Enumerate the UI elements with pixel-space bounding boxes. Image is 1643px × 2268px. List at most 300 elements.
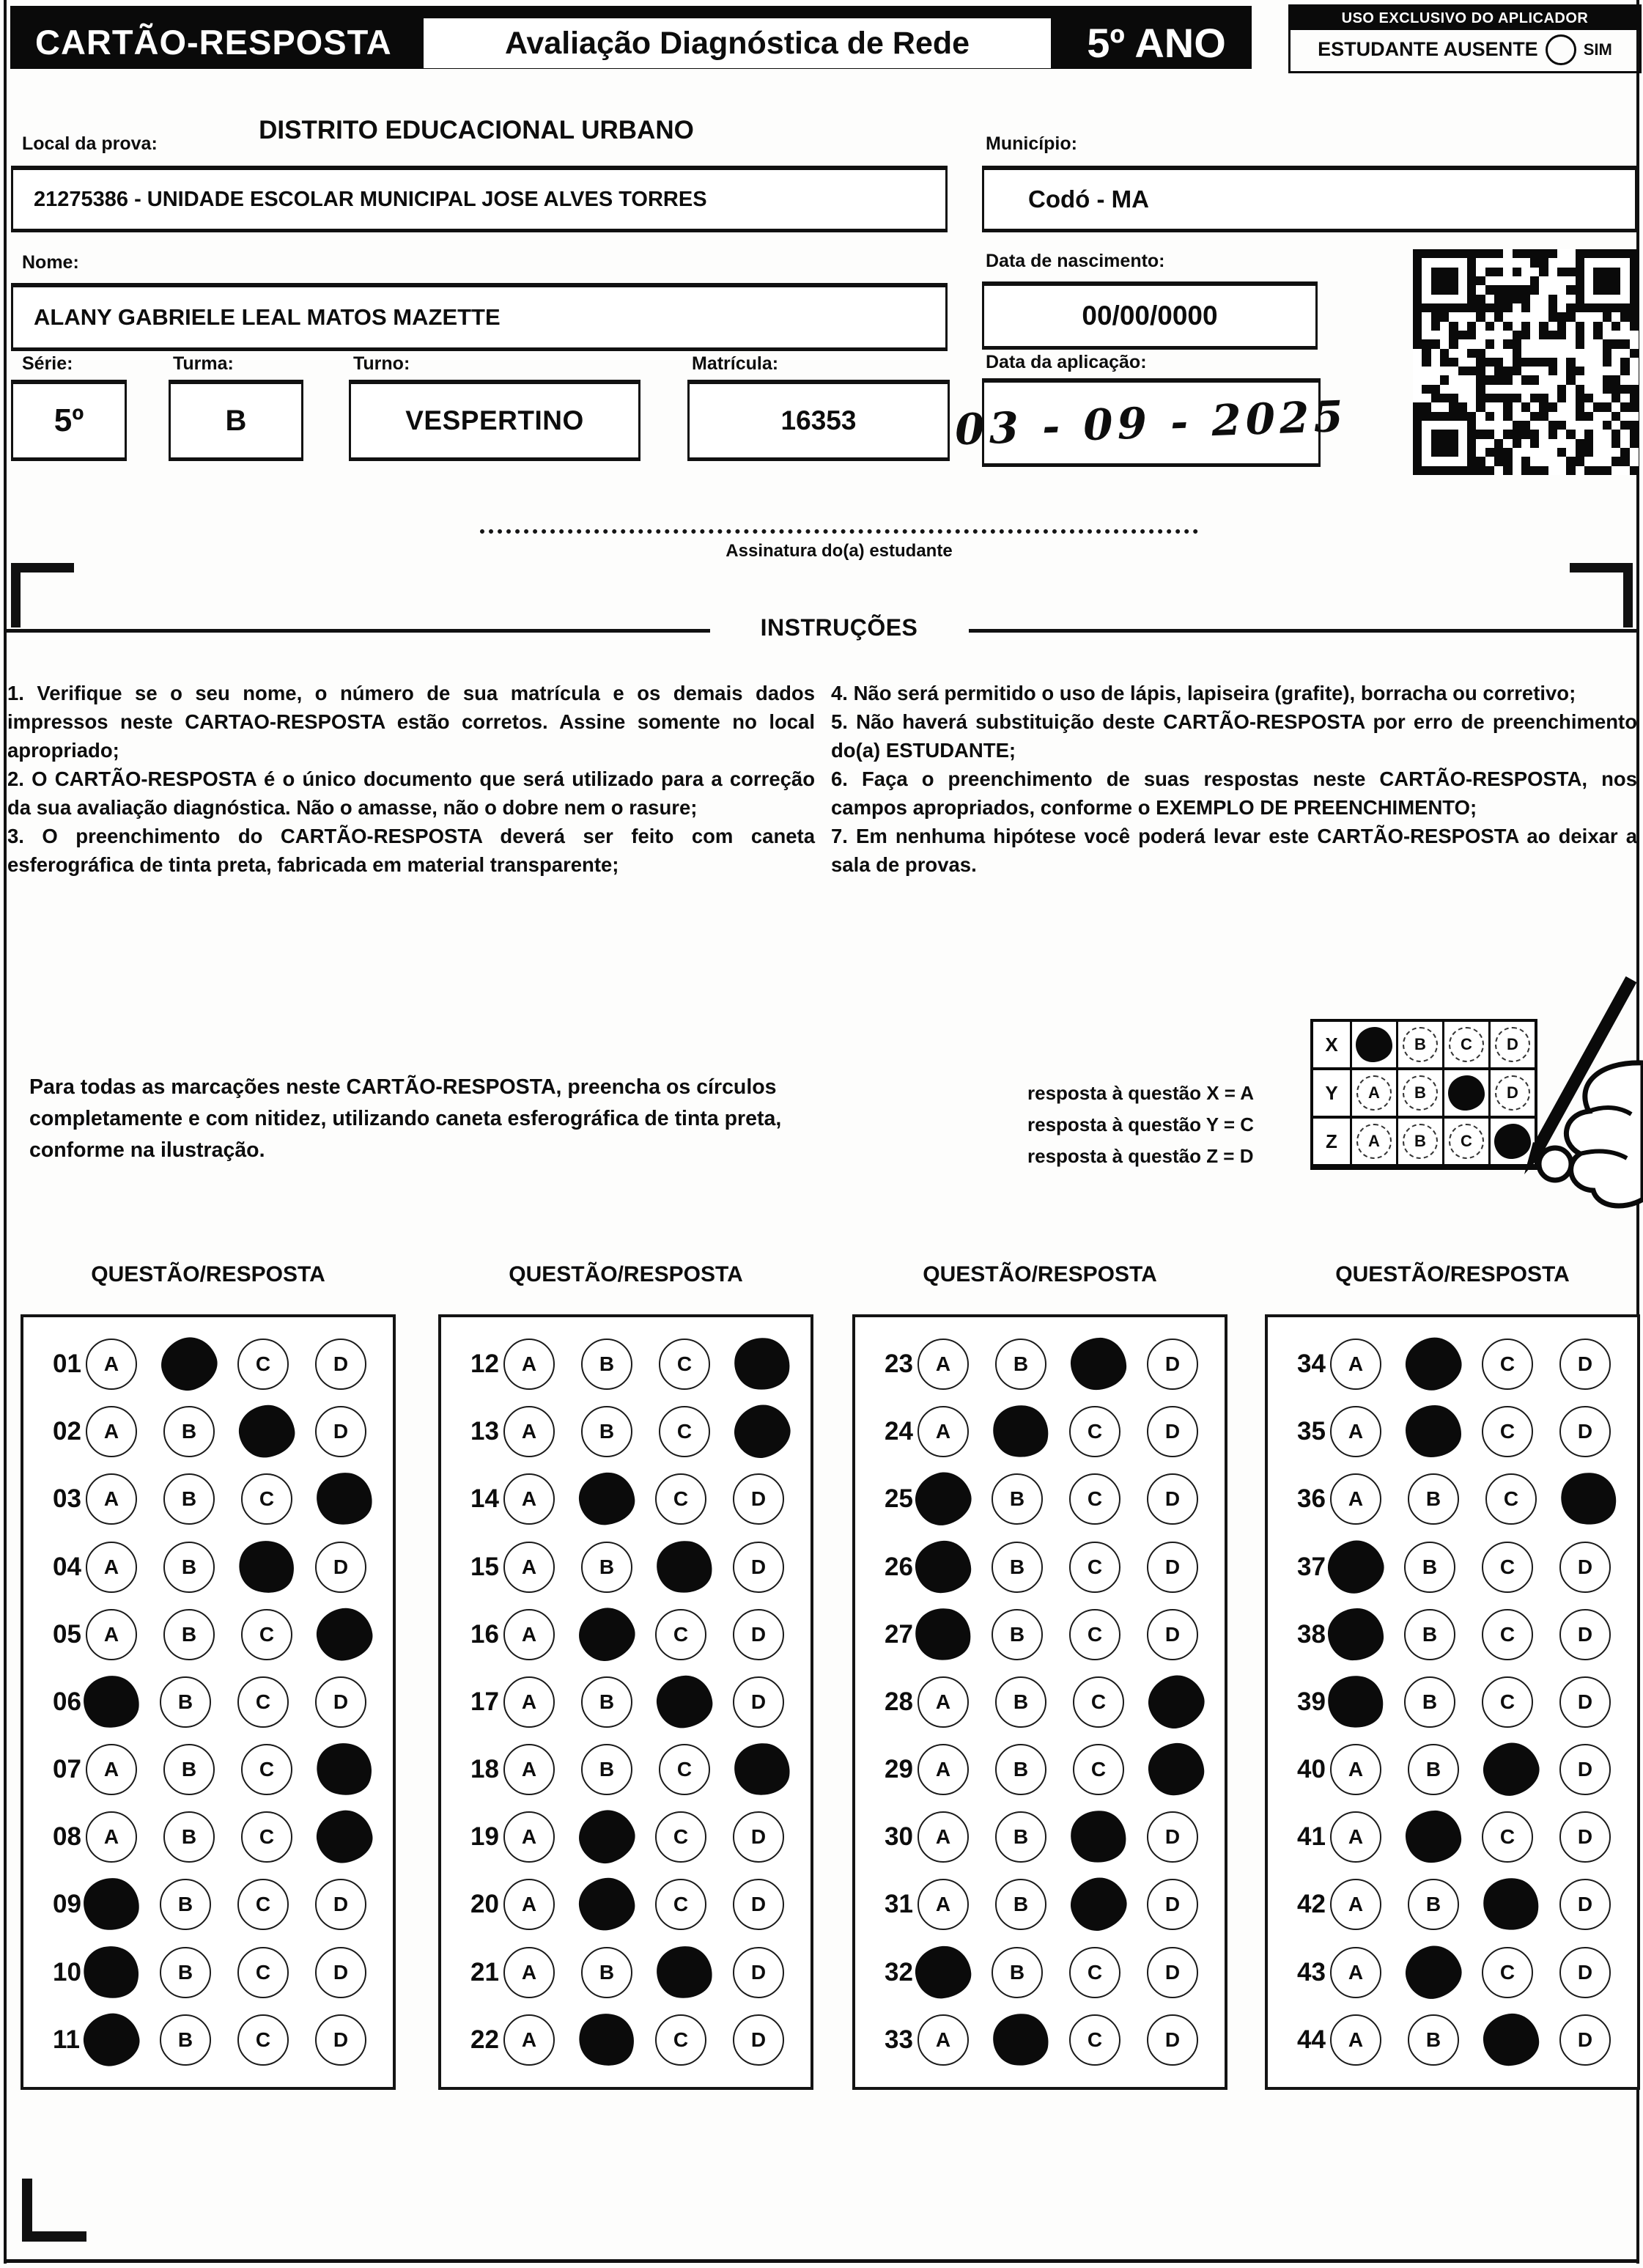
answer-bubble-37-C[interactable]: C [1482, 1542, 1533, 1593]
answer-bubble-03-A[interactable]: A [86, 1473, 137, 1525]
signature-label: Assinatura do(a) estudante [725, 541, 953, 561]
example-row-Y [1313, 1067, 1535, 1116]
answer-bubble-16-C[interactable]: C [655, 1609, 706, 1660]
answer-bubble-44-D[interactable]: D [1559, 2014, 1611, 2066]
answer-bubble-13-A[interactable]: A [503, 1406, 555, 1457]
answer-bubble-07-C[interactable]: C [241, 1744, 292, 1795]
question-number: 44 [1297, 2025, 1326, 2054]
answer-bubble-41-C[interactable]: C [1482, 1811, 1533, 1863]
answer-row-21 [441, 1947, 811, 1998]
answer-bubble-24-B[interactable] [989, 1401, 1053, 1462]
answers-title-1: QUESTÃO/RESPOSTA [91, 1262, 325, 1286]
answer-row-07 [23, 1744, 393, 1795]
answer-bubble-26-A[interactable] [914, 1539, 972, 1594]
answer-bubble-34-B[interactable] [1400, 1332, 1466, 1395]
answer-bubble-09-B[interactable]: B [160, 1879, 211, 1930]
crop-mark-top-right-v [1623, 563, 1633, 627]
answer-bubble-32-B[interactable]: B [992, 1947, 1043, 1998]
card-title: CARTÃO-RESPOSTA [35, 23, 392, 62]
answer-row-13 [441, 1406, 811, 1457]
answer-bubble-41-D[interactable]: D [1559, 1811, 1611, 1863]
answer-bubble-04-B[interactable]: B [163, 1542, 215, 1593]
turno-label: Turno: [353, 353, 410, 374]
answer-bubble-01-D[interactable]: D [315, 1339, 366, 1390]
answer-bubble-02-B[interactable]: B [163, 1406, 215, 1457]
answer-bubble-33-C[interactable]: C [1069, 2014, 1120, 2066]
answer-bubble-42-D[interactable]: D [1559, 1879, 1611, 1930]
turma-value: B [225, 404, 247, 437]
example-cell [1442, 1119, 1488, 1164]
answer-bubble-29-A[interactable]: A [918, 1744, 969, 1795]
answer-bubble-08-A[interactable]: A [86, 1811, 137, 1863]
answer-bubble-11-A[interactable] [79, 2009, 143, 2070]
answer-bubble-38-D[interactable]: D [1559, 1609, 1611, 1660]
answer-bubble-42-A[interactable]: A [1330, 1879, 1381, 1930]
answer-bubble-38-A[interactable] [1327, 1608, 1384, 1660]
answer-bubble-39-C[interactable]: C [1482, 1676, 1533, 1728]
answer-bubble-23-C[interactable] [1070, 1337, 1127, 1391]
example-row-X [1313, 1022, 1535, 1067]
crop-mark-top-right-h [1570, 563, 1633, 572]
signature-line[interactable] [480, 529, 1198, 534]
example-bubble-Z-C: C [1449, 1124, 1484, 1159]
nome-label: Nome: [22, 252, 79, 273]
answer-bubble-07-B[interactable]: B [163, 1744, 215, 1795]
answer-row-01 [23, 1339, 393, 1390]
answer-bubble-31-D[interactable]: D [1147, 1879, 1198, 1930]
question-number: 13 [470, 1417, 499, 1446]
answer-bubble-16-B[interactable] [572, 1600, 642, 1668]
answer-bubble-24-D[interactable]: D [1147, 1406, 1198, 1457]
example-bubble-X-C: C [1449, 1027, 1484, 1062]
question-number: 32 [885, 1957, 913, 1987]
answer-bubble-04-D[interactable]: D [315, 1542, 366, 1593]
answer-bubble-26-C[interactable]: C [1069, 1542, 1120, 1593]
answer-bubble-09-C[interactable]: C [237, 1879, 289, 1930]
answer-bubble-05-D[interactable] [313, 1605, 375, 1664]
answers-column-4 [1265, 1314, 1640, 2090]
nascimento-value: 00/00/0000 [1082, 301, 1218, 331]
answer-bubble-14-B[interactable] [577, 1470, 637, 1527]
answer-bubble-11-D[interactable]: D [315, 2014, 366, 2066]
answer-bubble-38-C[interactable]: C [1482, 1609, 1533, 1660]
turma-label: Turma: [173, 353, 234, 374]
question-number: 37 [1297, 1552, 1326, 1581]
answer-bubble-05-A[interactable]: A [86, 1609, 137, 1660]
answer-bubble-26-D[interactable]: D [1147, 1542, 1198, 1593]
answer-bubble-07-D[interactable] [310, 1736, 379, 1803]
answer-bubble-14-C[interactable]: C [655, 1473, 706, 1525]
instruction-item: 2. O CARTÃO-RESPOSTA é o único documento que será utilizado para a correção da sua avaliação diagnóstica. Não o amasse, não o dobre nem o rasure; [7, 767, 815, 820]
instruction-item: 6. Faça o preenchimento de suas respostas neste CARTÃO-RESPOSTA, nos campos apropriados, conforme o EXEMPLO DE PREENCHIMENTO; [831, 767, 1637, 820]
answer-bubble-11-B[interactable]: B [160, 2014, 211, 2066]
answer-bubble-21-B[interactable]: B [581, 1947, 632, 1998]
question-number: 31 [885, 1890, 913, 1919]
question-number: 34 [1297, 1350, 1326, 1379]
example-cell [1488, 1070, 1535, 1116]
nascimento-label: Data de nascimento: [986, 251, 1165, 271]
turno-field [349, 380, 640, 461]
answer-bubble-01-B[interactable] [154, 1330, 224, 1398]
answer-bubble-12-D[interactable] [731, 1334, 794, 1394]
example-cell [1350, 1070, 1396, 1116]
question-number: 28 [885, 1687, 913, 1716]
instructions-right-column [831, 679, 1637, 879]
example-cell [1442, 1070, 1488, 1116]
answer-bubble-02-A[interactable]: A [86, 1406, 137, 1457]
answer-row-37 [1268, 1542, 1637, 1593]
answer-bubble-25-D[interactable]: D [1147, 1473, 1198, 1525]
answer-bubble-33-B[interactable] [989, 2010, 1052, 2069]
answer-bubble-35-D[interactable]: D [1559, 1406, 1611, 1457]
answer-bubble-03-C[interactable]: C [241, 1473, 292, 1525]
answer-bubble-32-A[interactable] [913, 1943, 973, 2000]
answer-bubble-19-D[interactable]: D [733, 1811, 784, 1863]
answer-bubble-28-A[interactable]: A [918, 1676, 969, 1728]
municipio-field [982, 166, 1637, 232]
answer-row-18 [441, 1744, 811, 1795]
answer-bubble-33-D[interactable]: D [1147, 2014, 1198, 2066]
turma-field [169, 380, 303, 461]
answers-title-3: QUESTÃO/RESPOSTA [923, 1262, 1157, 1286]
answer-row-04 [23, 1542, 393, 1593]
question-number: 24 [885, 1417, 913, 1446]
question-number: 19 [470, 1822, 499, 1852]
question-number: 20 [470, 1890, 499, 1919]
answer-bubble-03-B[interactable]: B [163, 1473, 215, 1525]
answer-bubble-30-B[interactable]: B [995, 1811, 1046, 1863]
answers-title-4: QUESTÃO/RESPOSTA [1335, 1262, 1570, 1286]
answer-bubble-27-A[interactable] [911, 1604, 975, 1665]
answer-bubble-43-B[interactable] [1400, 1940, 1468, 2005]
serie-label: Série: [22, 353, 73, 374]
answers-title-2: QUESTÃO/RESPOSTA [509, 1262, 743, 1286]
answer-bubble-38-B[interactable]: B [1404, 1609, 1455, 1660]
answer-bubble-39-A[interactable] [1323, 1671, 1388, 1733]
aplicador-box [1288, 4, 1642, 73]
answer-bubble-42-C[interactable] [1479, 1874, 1543, 1935]
answer-bubble-19-C[interactable]: C [655, 1811, 706, 1863]
question-number: 21 [470, 1957, 499, 1987]
question-number: 40 [1297, 1755, 1326, 1784]
answer-row-15 [441, 1542, 811, 1593]
answer-bubble-02-D[interactable]: D [315, 1406, 366, 1457]
answer-bubble-37-B[interactable]: B [1404, 1542, 1455, 1593]
example-answer-line: resposta à questão Y = C [1027, 1113, 1255, 1135]
answer-bubble-30-D[interactable]: D [1147, 1811, 1198, 1863]
answer-bubble-15-D[interactable]: D [733, 1542, 784, 1593]
nascimento-field [982, 281, 1318, 350]
answer-row-08 [23, 1811, 393, 1863]
example-bubble-Y-A: A [1356, 1075, 1392, 1111]
answer-bubble-18-B[interactable]: B [581, 1744, 632, 1795]
answer-bubble-34-D[interactable]: D [1559, 1339, 1611, 1390]
answer-bubble-35-C[interactable]: C [1482, 1406, 1533, 1457]
answer-bubble-41-A[interactable]: A [1330, 1811, 1381, 1863]
answer-bubble-08-B[interactable]: B [163, 1811, 215, 1863]
question-number: 08 [53, 1822, 81, 1852]
answer-bubble-17-C[interactable] [654, 1673, 715, 1731]
answer-bubble-12-C[interactable]: C [659, 1339, 710, 1390]
answer-row-40 [1268, 1744, 1637, 1795]
answer-bubble-22-A[interactable]: A [503, 2014, 555, 2066]
answer-bubble-06-C[interactable]: C [237, 1676, 289, 1728]
example-row-label: Y [1325, 1081, 1338, 1104]
answer-bubble-08-D[interactable] [313, 1807, 376, 1867]
answer-bubble-22-C[interactable]: C [655, 2014, 706, 2066]
answer-row-17 [441, 1676, 811, 1728]
answer-bubble-06-B[interactable]: B [160, 1676, 211, 1728]
answer-bubble-37-A[interactable] [1323, 1534, 1389, 1598]
answer-bubble-06-A[interactable] [81, 1674, 141, 1730]
question-number: 18 [470, 1755, 499, 1784]
answer-bubble-24-A[interactable]: A [918, 1406, 969, 1457]
answer-bubble-25-C[interactable]: C [1069, 1473, 1120, 1525]
answer-bubble-36-C[interactable]: C [1485, 1473, 1537, 1525]
school-field [11, 166, 948, 232]
question-number: 03 [53, 1484, 81, 1514]
answer-bubble-25-B[interactable]: B [992, 1473, 1043, 1525]
question-number: 11 [53, 2025, 80, 2054]
answer-bubble-31-B[interactable]: B [995, 1879, 1046, 1930]
answer-bubble-02-C[interactable] [236, 1402, 298, 1461]
answer-bubble-13-D[interactable] [728, 1398, 797, 1465]
instruction-item: 1. Verifique se o seu nome, o número de sua matrícula e os demais dados impressos neste CARTAO-RESPOSTA estão corretos. Assine somente no local apropriado; [7, 682, 815, 762]
question-number: 30 [885, 1822, 913, 1852]
answer-bubble-31-A[interactable]: A [918, 1879, 969, 1930]
answer-bubble-05-B[interactable]: B [163, 1609, 215, 1660]
example-grid [1310, 1019, 1537, 1170]
answer-bubble-16-D[interactable]: D [733, 1609, 784, 1660]
answer-bubble-23-D[interactable]: D [1147, 1339, 1198, 1390]
answer-row-38 [1268, 1609, 1637, 1660]
question-number: 35 [1297, 1417, 1326, 1446]
example-cell [1350, 1119, 1396, 1164]
answer-row-05 [23, 1609, 393, 1660]
answer-bubble-40-A[interactable]: A [1330, 1744, 1381, 1795]
answer-bubble-34-A[interactable]: A [1330, 1339, 1381, 1390]
example-bubble-Z-D [1494, 1124, 1531, 1159]
answer-bubble-17-D[interactable]: D [733, 1676, 784, 1728]
answer-bubble-40-B[interactable]: B [1408, 1744, 1459, 1795]
answer-bubble-39-D[interactable]: D [1559, 1676, 1611, 1728]
answer-bubble-20-A[interactable]: A [503, 1879, 555, 1930]
turno-value: VESPERTINO [405, 405, 584, 435]
example-row-Z [1313, 1116, 1535, 1164]
student-absent-bubble[interactable] [1546, 34, 1576, 65]
answer-bubble-43-D[interactable]: D [1559, 1947, 1611, 1998]
answer-bubble-28-B[interactable]: B [995, 1676, 1046, 1728]
answer-bubble-44-A[interactable]: A [1330, 2014, 1381, 2066]
answer-bubble-04-C[interactable] [232, 1533, 302, 1600]
answers-column-2 [438, 1314, 813, 2090]
answer-bubble-08-C[interactable]: C [241, 1811, 292, 1863]
answer-row-33 [855, 2014, 1225, 2066]
answer-bubble-31-C[interactable] [1064, 1871, 1133, 1937]
answer-bubble-44-B[interactable]: B [1408, 2014, 1459, 2066]
example-cell [1396, 1119, 1442, 1164]
answer-bubble-12-A[interactable]: A [503, 1339, 555, 1390]
answer-bubble-06-D[interactable]: D [315, 1676, 366, 1728]
answer-bubble-20-D[interactable]: D [733, 1879, 784, 1930]
answer-bubble-28-C[interactable]: C [1073, 1676, 1124, 1728]
answer-bubble-12-B[interactable]: B [581, 1339, 632, 1390]
answer-row-26 [855, 1542, 1225, 1593]
answer-bubble-43-C[interactable]: C [1482, 1947, 1533, 1998]
answer-bubble-27-C[interactable]: C [1069, 1609, 1120, 1660]
example-cell [1396, 1070, 1442, 1116]
answer-bubble-11-C[interactable]: C [237, 2014, 289, 2066]
answer-bubble-09-A[interactable] [82, 1877, 141, 1932]
answer-bubble-43-A[interactable]: A [1330, 1947, 1381, 1998]
question-number: 27 [885, 1619, 913, 1649]
question-number: 23 [885, 1350, 913, 1379]
answer-bubble-21-D[interactable]: D [733, 1947, 784, 1998]
example-bubble-Y-C [1448, 1075, 1485, 1111]
answer-row-29 [855, 1744, 1225, 1795]
answer-bubble-01-C[interactable]: C [237, 1339, 289, 1390]
answer-bubble-27-D[interactable]: D [1147, 1609, 1198, 1660]
answer-bubble-44-C[interactable] [1482, 2012, 1540, 2067]
answer-bubble-19-A[interactable]: A [503, 1811, 555, 1863]
crop-mark-top-left-h [11, 563, 74, 572]
answer-bubble-15-A[interactable]: A [503, 1542, 555, 1593]
answer-bubble-01-A[interactable]: A [86, 1339, 137, 1390]
answer-row-10 [23, 1947, 393, 1998]
answer-bubble-03-D[interactable] [314, 1470, 374, 1528]
answer-row-16 [441, 1609, 811, 1660]
answer-bubble-35-B[interactable] [1406, 1405, 1461, 1457]
answer-bubble-14-A[interactable]: A [503, 1473, 555, 1525]
answer-bubble-32-C[interactable]: C [1069, 1947, 1120, 1998]
marking-paragraph: Para todas as marcações neste CARTÃO-RESPOSTA, preencha os círculos completamente e com nitidez, utilizando caneta esferográfica de tinta preta, conforme na ilustração. [29, 1075, 782, 1162]
student-absent-label: ESTUDANTE AUSENTE [1318, 38, 1538, 60]
local-label: Local da prova: [22, 133, 158, 154]
aplicacao-field [954, 378, 1348, 467]
answer-bubble-15-B[interactable]: B [581, 1542, 632, 1593]
answer-bubble-17-A[interactable]: A [503, 1676, 555, 1728]
answer-row-43 [1268, 1947, 1637, 1998]
answer-bubble-04-A[interactable]: A [86, 1542, 137, 1593]
answer-bubble-05-C[interactable]: C [241, 1609, 292, 1660]
crop-mark-bottom-left-h [22, 2231, 86, 2242]
example-answers-list [1027, 1078, 1306, 1172]
answer-bubble-15-C[interactable] [653, 1537, 715, 1597]
answer-row-25 [855, 1473, 1225, 1525]
answer-bubble-10-C[interactable]: C [237, 1947, 289, 1998]
nome-field [11, 283, 948, 351]
answer-bubble-17-B[interactable]: B [581, 1676, 632, 1728]
answer-bubble-27-B[interactable]: B [992, 1609, 1043, 1660]
answer-bubble-30-C[interactable] [1067, 1807, 1130, 1867]
answer-bubble-35-A[interactable]: A [1330, 1406, 1381, 1457]
school-value: 21275386 - UNIDADE ESCOLAR MUNICIPAL JOSE ALVES TORRES [34, 187, 707, 211]
answer-bubble-13-B[interactable]: B [581, 1406, 632, 1457]
answer-bubble-42-B[interactable]: B [1408, 1879, 1459, 1930]
crop-mark-top-left-v [11, 563, 21, 627]
answer-bubble-26-B[interactable]: B [992, 1542, 1043, 1593]
question-number: 22 [470, 2025, 499, 2054]
municipio-label: Município: [986, 133, 1077, 154]
answer-row-34 [1268, 1339, 1637, 1390]
example-cell [1488, 1119, 1535, 1164]
question-number: 09 [53, 1890, 81, 1919]
answer-bubble-32-D[interactable]: D [1147, 1947, 1198, 1998]
instruction-item: 5. Não haverá substituição deste CARTÃO-RESPOSTA por erro de preenchimento do(a) ESTUDANTE; [831, 710, 1637, 762]
answer-bubble-36-A[interactable]: A [1330, 1473, 1381, 1525]
example-answer-line: resposta à questão Z = D [1027, 1144, 1254, 1167]
instruction-item: 7. Em nenhuma hipótese você poderá levar este CARTÃO-RESPOSTA ao deixar a sala de provas. [831, 825, 1637, 877]
answer-bubble-21-C[interactable] [654, 1943, 715, 2001]
answer-bubble-09-D[interactable]: D [315, 1879, 366, 1930]
answers-column-3 [852, 1314, 1227, 2090]
answer-bubble-24-C[interactable]: C [1069, 1406, 1120, 1457]
answer-bubble-10-B[interactable]: B [160, 1947, 211, 1998]
answer-bubble-20-B[interactable] [576, 1875, 638, 1934]
answer-bubble-18-D[interactable] [731, 1740, 793, 1799]
answer-bubble-10-A[interactable] [77, 1939, 145, 2005]
answer-bubble-25-A[interactable] [909, 1466, 978, 1531]
answer-bubble-39-B[interactable]: B [1404, 1676, 1455, 1728]
answer-bubble-19-B[interactable] [572, 1803, 642, 1871]
answer-bubble-36-B[interactable]: B [1408, 1473, 1459, 1525]
example-bubble-Y-B: B [1403, 1075, 1438, 1111]
answer-bubble-33-A[interactable]: A [918, 2014, 969, 2066]
question-number: 41 [1297, 1822, 1326, 1852]
answer-bubble-28-D[interactable] [1142, 1668, 1210, 1734]
answer-bubble-14-D[interactable]: D [733, 1473, 784, 1525]
instruction-item: 4. Não será permitido o uso de lápis, lapiseira (grafite), borracha ou corretivo; [831, 682, 1576, 704]
answer-bubble-18-A[interactable]: A [503, 1744, 555, 1795]
example-bubble-Y-D: D [1495, 1075, 1530, 1111]
answer-bubble-36-D[interactable] [1556, 1468, 1622, 1531]
answer-bubble-40-C[interactable] [1477, 1737, 1545, 1801]
answer-bubble-16-A[interactable]: A [503, 1609, 555, 1660]
question-number: 15 [470, 1552, 499, 1581]
answer-bubble-29-D[interactable] [1147, 1742, 1206, 1797]
answer-bubble-29-C[interactable]: C [1073, 1744, 1124, 1795]
example-bubble-Z-A: A [1356, 1124, 1392, 1159]
answer-bubble-41-B[interactable] [1405, 1810, 1462, 1864]
answer-bubble-22-B[interactable] [572, 2006, 642, 2073]
example-cell [1350, 1022, 1396, 1067]
answer-bubble-07-A[interactable]: A [86, 1744, 137, 1795]
answer-bubble-23-A[interactable]: A [918, 1339, 969, 1390]
question-number: 25 [885, 1484, 913, 1514]
answer-row-19 [441, 1811, 811, 1863]
answer-bubble-23-B[interactable]: B [995, 1339, 1046, 1390]
example-cell [1488, 1022, 1535, 1067]
answer-bubble-10-D[interactable]: D [315, 1947, 366, 1998]
answer-bubble-20-C[interactable]: C [655, 1879, 706, 1930]
answer-bubble-40-D[interactable]: D [1559, 1744, 1611, 1795]
question-number: 17 [470, 1687, 499, 1716]
answer-bubble-29-B[interactable]: B [995, 1744, 1046, 1795]
answer-bubble-21-A[interactable]: A [503, 1947, 555, 1998]
question-number: 43 [1297, 1957, 1326, 1987]
matricula-label: Matrícula: [692, 353, 779, 374]
answer-bubble-34-C[interactable]: C [1482, 1339, 1533, 1390]
answer-bubble-13-C[interactable]: C [659, 1406, 710, 1457]
instructions-divider-left [7, 629, 710, 633]
answer-bubble-22-D[interactable]: D [733, 2014, 784, 2066]
example-bubble-X-A [1356, 1027, 1392, 1062]
answers-column-1 [21, 1314, 396, 2090]
answer-bubble-37-D[interactable]: D [1559, 1542, 1611, 1593]
example-row-label: X [1325, 1033, 1338, 1056]
answer-bubble-18-C[interactable]: C [659, 1744, 710, 1795]
answer-bubble-30-A[interactable]: A [918, 1811, 969, 1863]
